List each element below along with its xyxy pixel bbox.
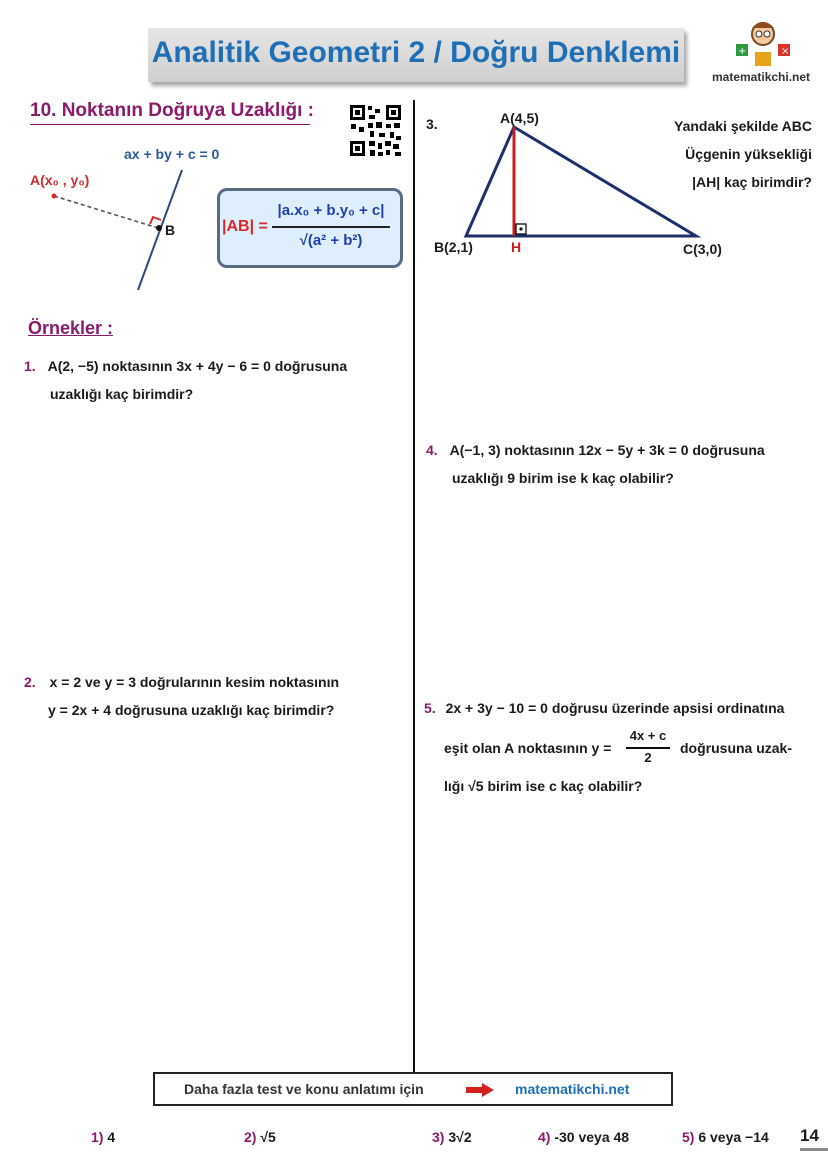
question-4-line2: uzaklığı 9 birim ise k kaç olabilir?	[452, 470, 674, 486]
question-1	[24, 352, 347, 408]
page-number-underline	[800, 1148, 828, 1151]
question-3-line3: |AH| kaç birimdir?	[692, 174, 812, 190]
vertex-a-label: A(4,5)	[500, 110, 539, 126]
column-divider	[413, 100, 415, 1076]
question-4	[426, 436, 765, 492]
answer-1-value: 4	[107, 1129, 116, 1145]
question-2-number: 2.	[24, 674, 36, 690]
question-3-number: 3.	[426, 116, 438, 132]
site-label: matematikchi.net	[712, 70, 811, 84]
question-5-frac-den: 2	[644, 750, 652, 765]
page-title: Analitik Geometri 2 / Doğru Denklemi	[151, 36, 681, 69]
formula-denominator: √(a² + b²)	[299, 232, 363, 249]
vertex-c-label: C(3,0)	[683, 241, 722, 257]
question-5-line3: lığı √5 birim ise c kaç olabilir?	[444, 778, 643, 794]
question-5-line2b: doğrusuna uzak-	[680, 740, 793, 756]
svg-text:+: +	[738, 46, 747, 57]
question-2	[24, 668, 339, 724]
formula-bar	[272, 226, 390, 228]
question-5-frac-bar	[626, 747, 670, 749]
question-2-line2: y = 2x + 4 doğrusuna uzaklığı kaç birimdir?	[48, 702, 335, 718]
question-3-line2: Üçgenin yüksekliği	[685, 146, 812, 162]
logo-icon	[728, 14, 798, 70]
page-number: 14	[800, 1126, 819, 1145]
question-1-line1: A(2, −5) noktasının 3x + 4y − 6 = 0 doğrusuna	[47, 358, 348, 374]
question-4-number: 4.	[426, 442, 438, 458]
question-5-line1: 2x + 3y − 10 = 0 doğrusu üzerinde apsisi ordinatına	[445, 700, 785, 716]
examples-title: Örnekler :	[28, 318, 114, 338]
section-title: 10. Noktanın Doğruya Uzaklığı :	[30, 100, 314, 121]
formula-lhs: |AB| =	[222, 218, 268, 235]
answer-5	[682, 1129, 769, 1145]
question-5-number: 5.	[424, 700, 436, 716]
foot-h-label: H	[511, 239, 522, 255]
formula-numerator: |a.x₀ + b.y₀ + c|	[277, 202, 385, 219]
question-5-line1-row	[424, 694, 784, 722]
qr-code-icon	[348, 103, 403, 158]
question-1-number: 1.	[24, 358, 36, 374]
question-4-line1: A(−1, 3) noktasının 12x − 5y + 3k = 0 doğrusuna	[449, 442, 765, 458]
answer-3	[432, 1129, 472, 1145]
answer-4-num: 4)	[538, 1129, 551, 1145]
arrow-right-icon	[464, 1082, 496, 1098]
question-5-frac-num: 4x + c	[629, 728, 667, 743]
answer-4	[538, 1129, 629, 1145]
point-a-label: A(x₀ , y₀)	[30, 172, 90, 188]
svg-text:×: ×	[781, 46, 790, 57]
answer-3-value: 3√2	[448, 1129, 472, 1145]
line-equation-label: ax + by + c = 0	[124, 146, 220, 162]
question-3-line1: Yandaki şekilde ABC	[674, 118, 812, 134]
answer-3-num: 3)	[432, 1129, 445, 1145]
answer-2-value: √5	[260, 1129, 276, 1145]
foot-b-label: B	[165, 222, 176, 238]
section-underline	[30, 124, 310, 125]
answer-4-value: -30 veya 48	[554, 1129, 630, 1145]
footer-link[interactable]: matematikchi.net	[515, 1081, 630, 1097]
footer-text: Daha fazla test ve konu anlatımı için	[184, 1081, 424, 1097]
answer-2-num: 2)	[244, 1129, 257, 1145]
question-2-line1: x = 2 ve y = 3 doğrularının kesim noktasının	[49, 674, 340, 690]
answer-5-value: 6 veya −14	[698, 1129, 769, 1145]
question-5-line2a: eşit olan A noktasının y =	[444, 740, 612, 756]
vertex-b-label: B(2,1)	[434, 239, 473, 255]
question-3-text	[640, 112, 812, 196]
answer-2	[244, 1129, 276, 1145]
distance-diagram	[20, 140, 240, 300]
answer-1-num: 1)	[91, 1129, 104, 1145]
question-1-line2: uzaklığı kaç birimdir?	[50, 386, 194, 402]
answer-5-num: 5)	[682, 1129, 695, 1145]
answer-1	[91, 1129, 115, 1145]
